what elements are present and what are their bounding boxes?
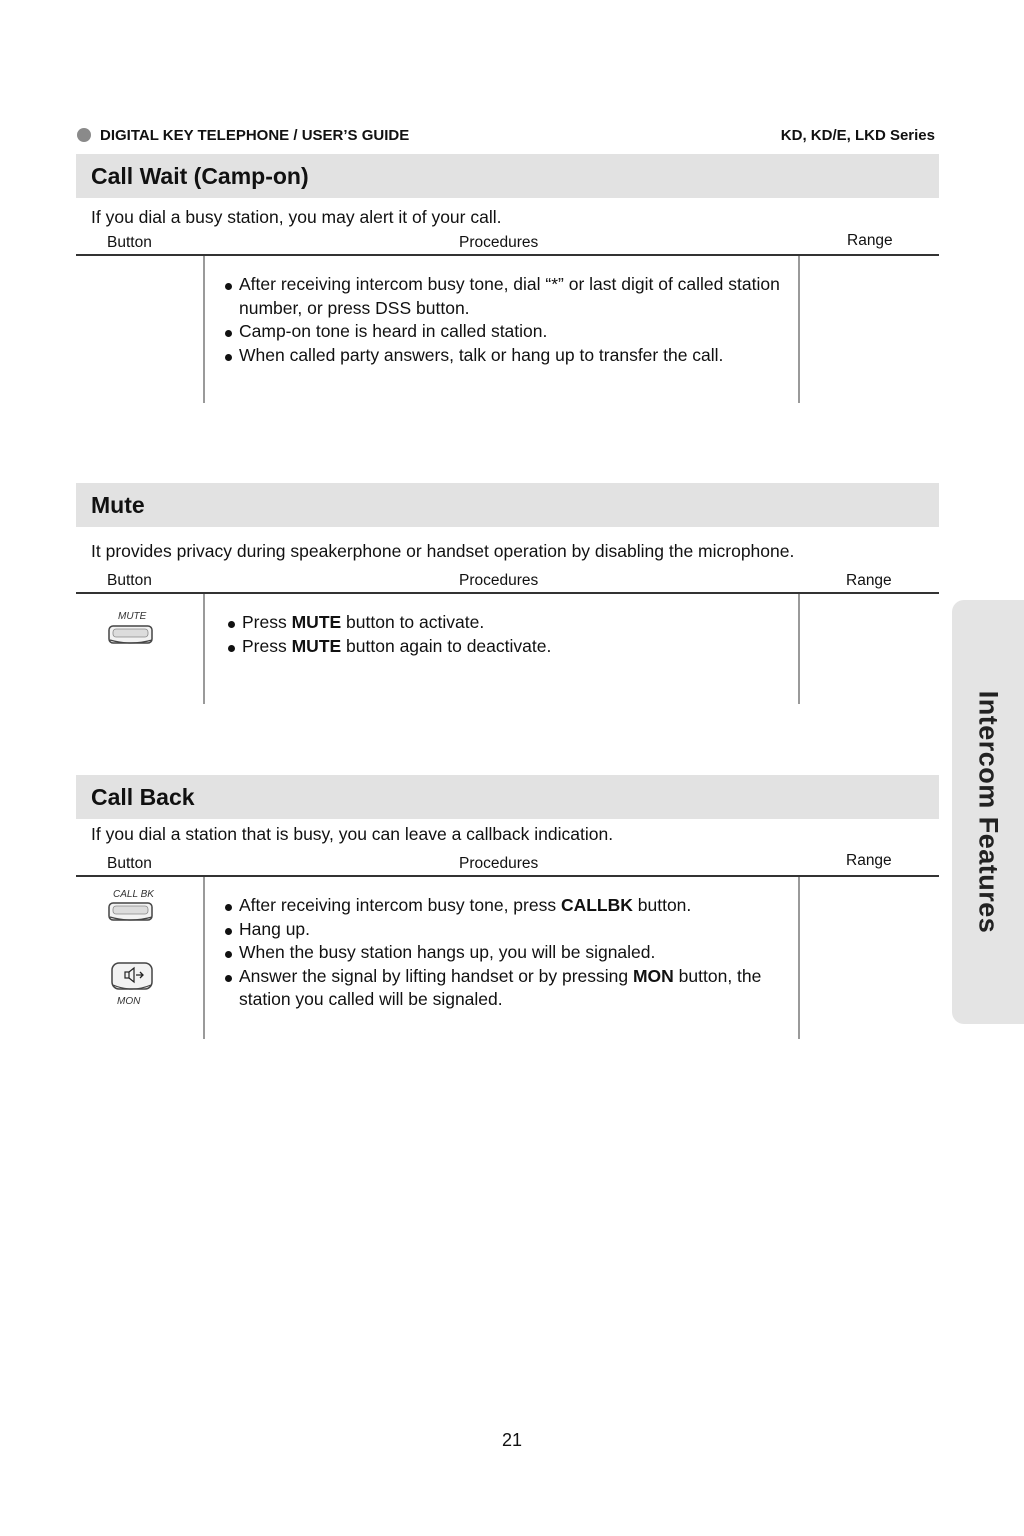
column-divider: [203, 256, 205, 403]
procedure-step: Press MUTE button again to deactivate.: [225, 635, 805, 659]
procedure-step: Hang up.: [222, 918, 802, 942]
column-header-procedures: Procedures: [459, 855, 539, 872]
series-label: KD, KD/E, LKD Series: [780, 127, 935, 144]
section-intro: If you dial a busy station, you may alert it of your call.: [91, 207, 502, 227]
procedure-list: [222, 894, 802, 1012]
mon-button-icon: [110, 961, 156, 995]
section-intro: It provides privacy during speakerphone or handset operation by disabling the microphone.: [91, 541, 795, 561]
column-header-procedures: Procedures: [459, 572, 539, 589]
table-rule: [76, 592, 939, 594]
procedure-list: [225, 611, 805, 658]
column-divider: [203, 877, 205, 1039]
table-rule: [76, 254, 939, 256]
procedure-list: [222, 273, 802, 367]
column-header-procedures: Procedures: [459, 234, 539, 251]
column-header-button: Button: [107, 855, 152, 872]
mute-button-icon: [107, 623, 155, 647]
section-title-band: [76, 154, 939, 198]
column-header-range: Range: [846, 852, 892, 869]
procedure-step: After receiving intercom busy tone, dial “*” or last digit of called station number, or press DSS button.: [222, 273, 802, 320]
guide-title: DIGITAL KEY TELEPHONE / USER’S GUIDE: [100, 127, 410, 144]
section-call-back: [76, 775, 939, 1040]
mon-button-label: MON: [117, 996, 141, 1007]
callback-button-icon: [107, 900, 155, 924]
running-header: [77, 127, 935, 147]
section-intro: If you dial a station that is busy, you can leave a callback indication.: [91, 824, 614, 844]
procedure-step: After receiving intercom busy tone, press CALLBK button.: [222, 894, 802, 918]
mute-button-label: MUTE: [118, 611, 147, 622]
page-number: 21: [501, 1430, 523, 1450]
section-call-wait: [76, 154, 939, 404]
column-divider: [203, 594, 205, 704]
chapter-side-tab: [952, 600, 1024, 1024]
section-title-band: [76, 775, 939, 819]
column-header-range: Range: [847, 232, 893, 249]
procedure-step: Press MUTE button to activate.: [225, 611, 805, 635]
procedure-step: When the busy station hangs up, you will be signaled.: [222, 941, 802, 965]
column-header-button: Button: [107, 572, 152, 589]
section-title: Call Wait (Camp-on): [91, 163, 309, 189]
table-rule: [76, 875, 939, 877]
callbk-button-label: CALL BK: [113, 889, 154, 900]
procedure-step: Camp-on tone is heard in called station.: [222, 320, 802, 344]
section-title-band: [76, 483, 939, 527]
section-title: Call Back: [91, 784, 195, 810]
bullet-dot-icon: [77, 128, 91, 142]
section-title: Mute: [91, 492, 145, 518]
procedure-step: When called party answers, talk or hang up to transfer the call.: [222, 344, 802, 368]
section-mute: [76, 483, 939, 705]
chapter-tab-label: Intercom Features: [973, 690, 1004, 934]
procedure-step: Answer the signal by lifting handset or by pressing MON button, the station you called will be signaled.: [222, 965, 802, 1012]
column-header-button: Button: [107, 234, 152, 251]
column-header-range: Range: [846, 572, 892, 589]
